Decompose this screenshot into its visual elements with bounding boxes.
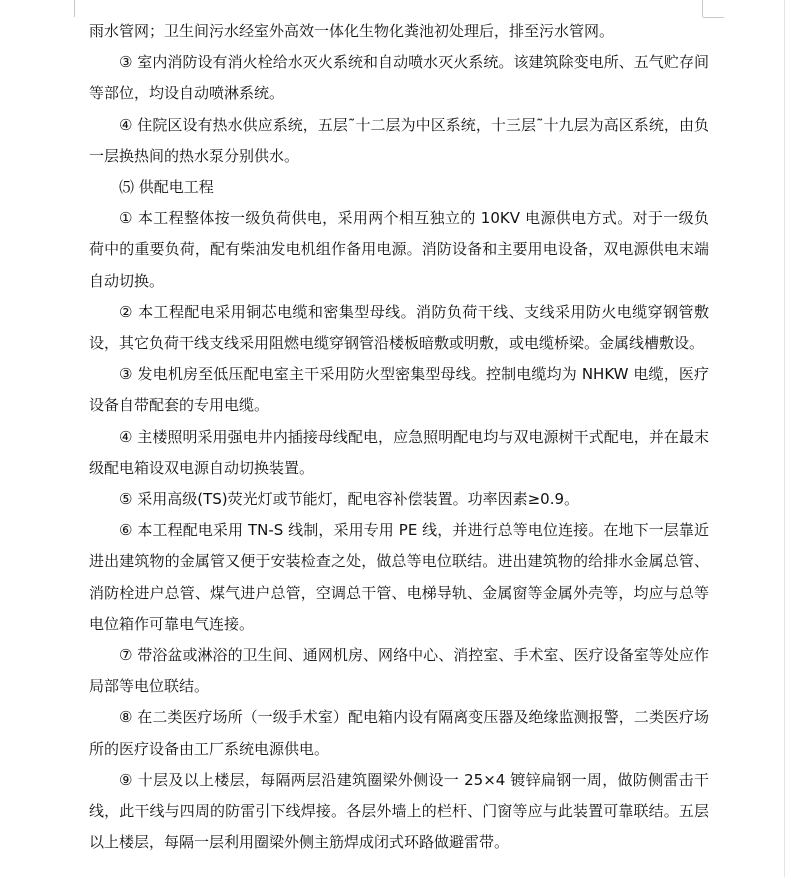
paragraph-lamps: ⑤ 采用高级(TS)荧光灯或节能灯，配电容补偿装置。功率因素≥0.9。 xyxy=(119,490,580,509)
paragraph-generator-room: ③ 发电机房至低压配电室主干采用防火型密集型母线。控制电缆均为 NHKW 电缆，医疗设备自带配套的专用电缆。 xyxy=(89,365,709,415)
crop-mark-left xyxy=(74,0,75,17)
section-heading-power-supply: ⑸ 供配电工程 xyxy=(119,178,214,197)
paragraph-local-bonding: ⑦ 带浴盆或淋浴的卫生间、通网机房、网络中心、消控室、手术室、医疗设备室等处应作局部等电位联结。 xyxy=(89,646,709,696)
paragraph-fire-protection: ③ 室内消防设有消火栓给水灭火系统和自动喷水灭火系统。该建筑除变电所、五气贮存间等部位，均设自动喷淋系统。 xyxy=(89,53,709,103)
paragraph-medical-isolation: ⑧ 在二类医疗场所（一级手术室）配电箱内设有隔离变压器及绝缘监测报警，二类医疗场所的医疗设备由工厂系统电源供电。 xyxy=(89,708,709,758)
paragraph-lightning-protection: ⑨ 十层及以上楼层，每隔两层沿建筑圈梁外侧设一 25×4 镀锌扁钢一周，做防侧雷击干线，此干线与四周的防雷引下线焊接。各层外墙上的栏杆、门窗等应与此装置可靠联结。五层以上楼层，每隔一层利用圈梁外侧主筋焊成闭式环路做避雷带。 xyxy=(89,770,709,852)
paragraph-hot-water: ④ 住院区设有热水供应系统，五层˜十二层为中区系统，十三层˜十九层为高区系统，由负一层换热间的热水泵分别供水。 xyxy=(89,115,709,165)
paragraph-tns-bonding: ⑥ 本工程配电采用 TN-S 线制，采用专用 PE 线，并进行总等电位连接。在地下一层靠近进出建筑物的金属管又便于安装检查之处，做总等电位联结。进出建筑物的给排水金属总管、消防栓进户总管、煤气进户总管，空调总干管、电梯导轨、金属窗等金属外壳等，均应与总等电位箱作可靠电气连接。 xyxy=(89,521,709,633)
paragraph-stormwater: 雨水管网；卫生间污水经室外高效一体化生物化粪池初处理后，排至污水管网。 xyxy=(89,22,615,40)
document-body xyxy=(89,16,709,858)
crop-mark-right-vertical xyxy=(702,0,703,17)
paragraph-primary-load: ① 本工程整体按一级负荷供电，采用两个相互独立的 10KV 电源供电方式。对于一级负荷中的重要负荷，配有柴油发电机组作备用电源。消防设备和主要用电设备，双电源供电末端自动切换。 xyxy=(89,209,709,290)
page-right-edge xyxy=(784,0,785,877)
paragraph-cables: ② 本工程配电采用铜芯电缆和密集型母线。消防负荷干线、支线采用防火电缆穿钢管敷设，其它负荷干线支线采用阻燃电缆穿钢管沿楼板暗敷或明敷，或电缆桥梁。金属线槽敷设。 xyxy=(89,302,709,353)
paragraph-lighting: ④ 主楼照明采用强电井内插接母线配电，应急照明配电均与双电源树干式配电，并在最末级配电箱设双电源自动切换装置。 xyxy=(89,427,709,477)
